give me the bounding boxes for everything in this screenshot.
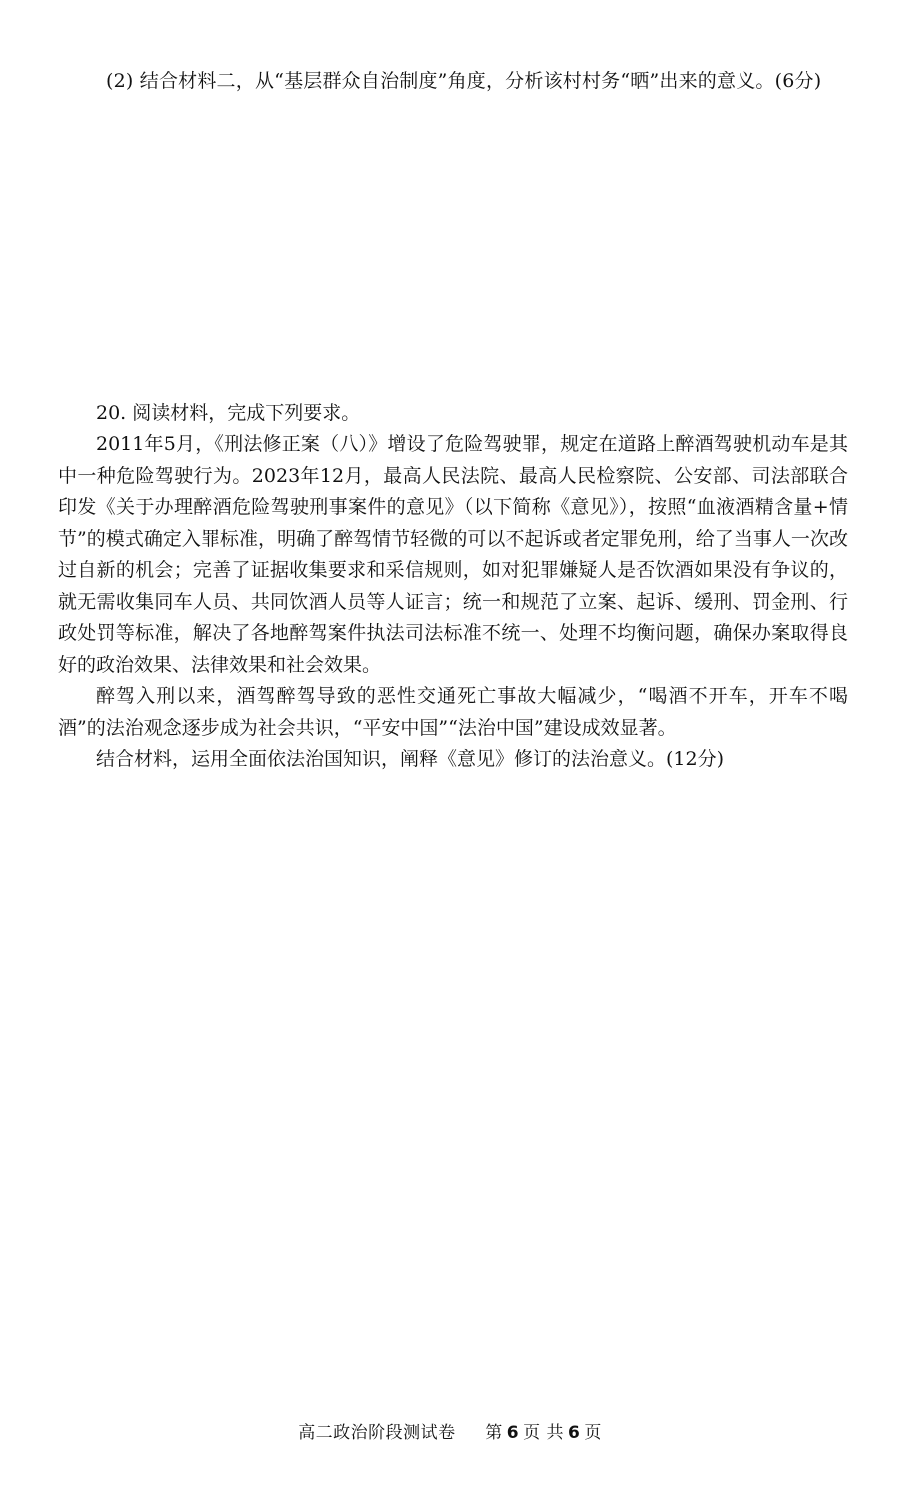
footer-total-pages: 6 (567, 1423, 581, 1443)
question-20-material-paragraph-2: 醉驾入刑以来，酒驾醉驾导致的恶性交通死亡事故大幅减少，“喝酒不开车，开车不喝酒”的法治观念逐步成为社会共识，“平安中国”“法治中国”建设成效显著。 (58, 685, 848, 739)
footer-exam-title: 高二政治阶段测试卷 (298, 1423, 456, 1443)
page-footer (0, 1418, 900, 1443)
question-20-material-paragraph-1: 2011年5月，《刑法修正案（八）》增设了危险驾驶罪，规定在道路上醉酒驾驶机动车是其中一种危险驾驶行为。2023年12月，最高人民法院、最高人民检察院、公安部、司法部联合印发《关于办理醉酒危险驾驶刑事案件的意见》（以下简称《意见》），按照“血液酒精含量+情节”的模式确定入罪标准，明确了醉驾情节轻微的可以不起诉或者定罪免刑，给了当事人一次改过自新的机会；完善了证据收集要求和采信规则，如对犯罪嫌疑人是否饮酒如果没有争议的，就无需收集同车人员、共同饮酒人员等人证言；统一和规范了立案、起诉、缓刑、罚金刑、行政处罚等标准，解决了各地醉驾案件执法司法标准不统一、处理不均衡问题，确保办案取得良好的政治效果、法律效果和社会效果。 (58, 433, 848, 676)
question-20-heading: 20. 阅读材料，完成下列要求。 (96, 402, 361, 424)
footer-page-prefix: 第 (485, 1423, 503, 1443)
footer-page-mid: 页 共 (523, 1423, 564, 1443)
question-20 (58, 398, 848, 776)
question-19-part-2: (2) 结合材料二，从“基层群众自治制度”角度，分析该村村务“晒”出来的意义。(6分) (106, 70, 822, 92)
question-20-task: 结合材料，运用全面依法治国知识，阐释《意见》修订的法治意义。(12分) (96, 748, 725, 770)
footer-page-number: 6 (506, 1423, 520, 1443)
footer-page-suffix: 页 (584, 1423, 602, 1443)
